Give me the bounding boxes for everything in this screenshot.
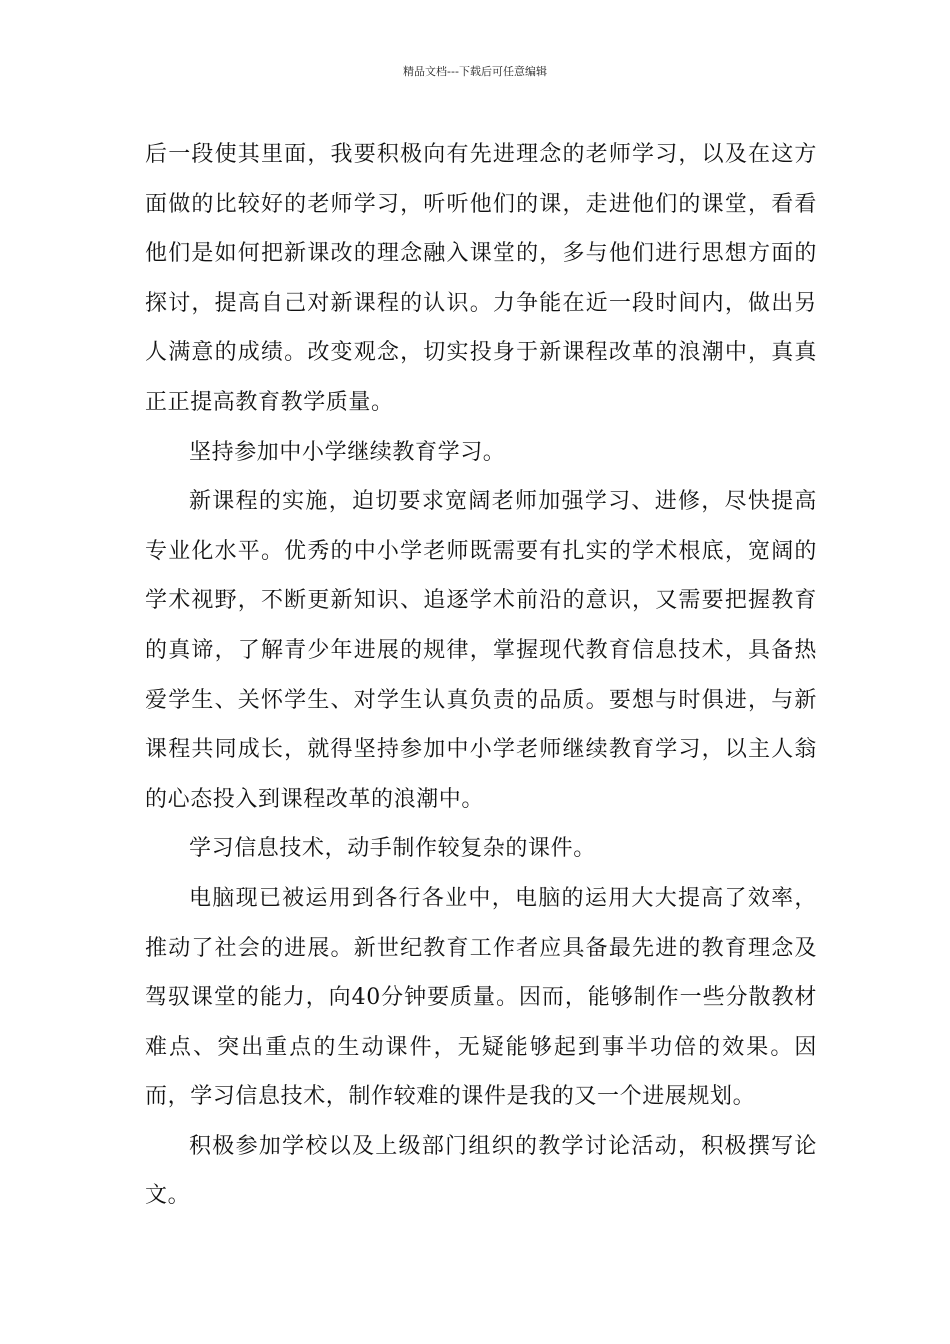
paragraph-continuation: 后一段使其里面，我要积极向有先进理念的老师学习，以及在这方面做的比较好的老师学习，听听他们的课，走进他们的课堂，看看他们是如何把新课改的理念融入课堂的，多与他们进行思想方面的探讨，提高自己对新课程的认识。力争能在近一段时间内，做出另人满意的成绩。改变观念，切实投身于新课程改革的浪潮中，真真正正提高教育教学质量。 bbox=[145, 142, 817, 415]
paragraph-heading-info-tech: 学习信息技术，动手制作较复杂的课件。 bbox=[189, 836, 596, 862]
paragraph-new-curriculum: 新课程的实施，迫切要求宽阔老师加强学习、进修，尽快提高专业化水平。优秀的中小学老师既需要有扎实的学术根底，宽阔的学术视野，不断更新知识、追逐学术前沿的意识，又需要把握教育的真谛，了解青少年进展的规律，掌握现代教育信息技术，具备热爱学生、关怀学生、对学生认真负责的品质。要想与时俱进，与新课程共同成长，就得坚持参加中小学老师继续教育学习，以主人翁的心态投入到课程改革的浪潮中。 bbox=[145, 489, 817, 812]
document-body bbox=[145, 130, 817, 1221]
paragraph-computers: 电脑现已被运用到各行各业中，电脑的运用大大提高了效率，推动了社会的进展。新世纪教育工作者应具备最先进的教育理念及驾驭课堂的能力，向40分钟要质量。因而，能够制作一些分散教材难点、突出重点的生动课件，无疑能够起到事半功倍的效果。因而，学习信息技术，制作较难的课件是我的又一个进展规划。 bbox=[145, 885, 817, 1110]
page-header: 精品文档---下载后可任意编辑 bbox=[403, 65, 547, 78]
paragraph-research-activities: 积极参加学校以及上级部门组织的教学讨论活动，积极撰写论文。 bbox=[145, 1133, 817, 1209]
paragraph-heading-continuing-education: 坚持参加中小学继续教育学习。 bbox=[189, 439, 506, 465]
